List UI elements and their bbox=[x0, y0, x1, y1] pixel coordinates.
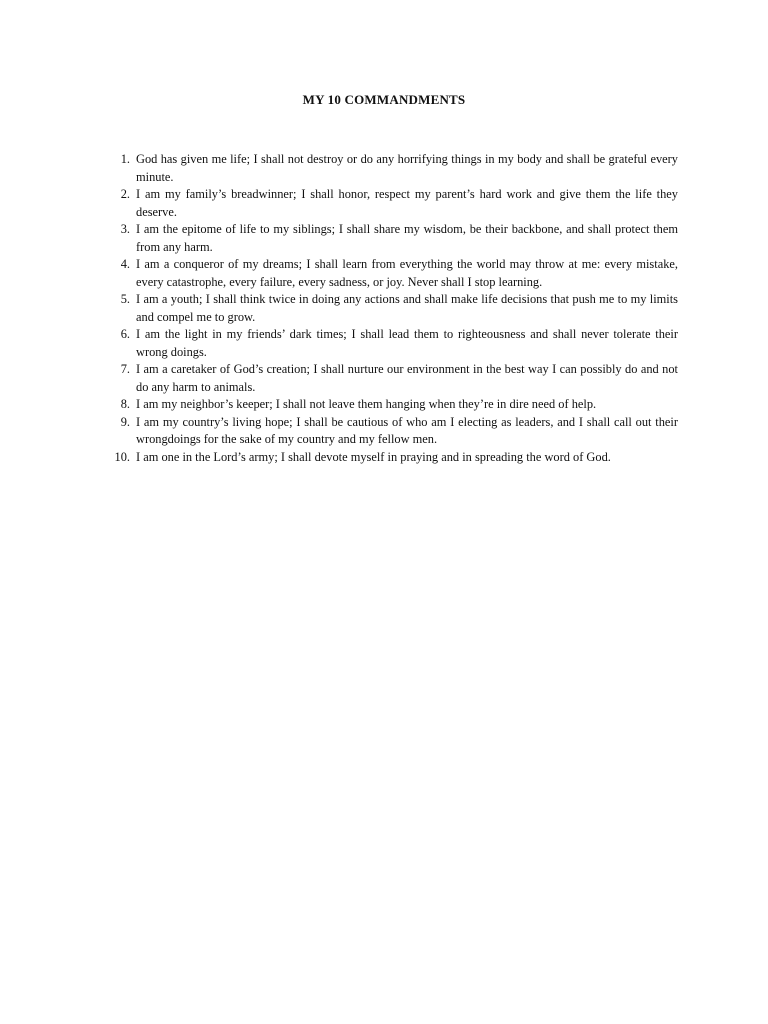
item-text: I am a youth; I shall think twice in doing any actions and shall make life decisions that push me to my limits and compel me to grow. bbox=[136, 292, 678, 324]
list-item bbox=[108, 291, 678, 326]
list-item bbox=[108, 221, 678, 256]
item-text: I am my neighbor’s keeper; I shall not leave them hanging when they’re in dire need of help. bbox=[136, 397, 597, 411]
list-item bbox=[108, 414, 678, 449]
item-number: 7. bbox=[120, 362, 130, 376]
item-text: I am the light in my friends’ dark times; I shall lead them to righteousness and shall never tolerate their wrong doings. bbox=[136, 327, 678, 359]
item-number: 9. bbox=[120, 414, 130, 429]
page-title: MY 10 COMMANDMENTS bbox=[302, 92, 466, 107]
list-item bbox=[108, 326, 678, 361]
item-number: 6. bbox=[120, 327, 130, 341]
item-number: 2. bbox=[120, 187, 130, 201]
item-number: 5. bbox=[120, 292, 130, 306]
item-number: 4. bbox=[120, 257, 130, 271]
list-item bbox=[108, 151, 678, 186]
item-text: I am the epitome of life to my siblings; I shall share my wisdom, be their backbone, and shall protect them from any harm. bbox=[136, 222, 678, 254]
item-number: 3. bbox=[120, 222, 130, 236]
list-item bbox=[108, 186, 678, 221]
item-text: I am my country’s living hope; I shall be cautious of who am I electing as leaders, and I shall call out their wrongdoings for the sake of my country and my fellow men. bbox=[136, 414, 678, 446]
item-text: I am a conqueror of my dreams; I shall learn from everything the world may throw at me: every mistake, every catastrophe, every failure, every sadness, or joy. Never shall I stop learning. bbox=[136, 257, 678, 289]
list-item bbox=[108, 396, 678, 414]
commandments-list bbox=[108, 151, 678, 466]
item-number: 1. bbox=[120, 152, 130, 166]
item-text: God has given me life; I shall not destroy or do any horrifying things in my body and shall be grateful every minute. bbox=[136, 152, 678, 184]
item-number: 10. bbox=[114, 449, 130, 464]
list-item bbox=[108, 449, 678, 467]
list-item bbox=[108, 256, 678, 291]
item-text: I am my family’s breadwinner; I shall honor, respect my parent’s hard work and give them the life they deserve. bbox=[136, 187, 678, 219]
list-item bbox=[108, 361, 678, 396]
item-text: I am a caretaker of God’s creation; I shall nurture our environment in the best way I can possibly do and not do any harm to animals. bbox=[136, 362, 678, 394]
item-number: 8. bbox=[120, 397, 130, 411]
item-text: I am one in the Lord’s army; I shall devote myself in praying and in spreading the word of God. bbox=[136, 449, 611, 464]
